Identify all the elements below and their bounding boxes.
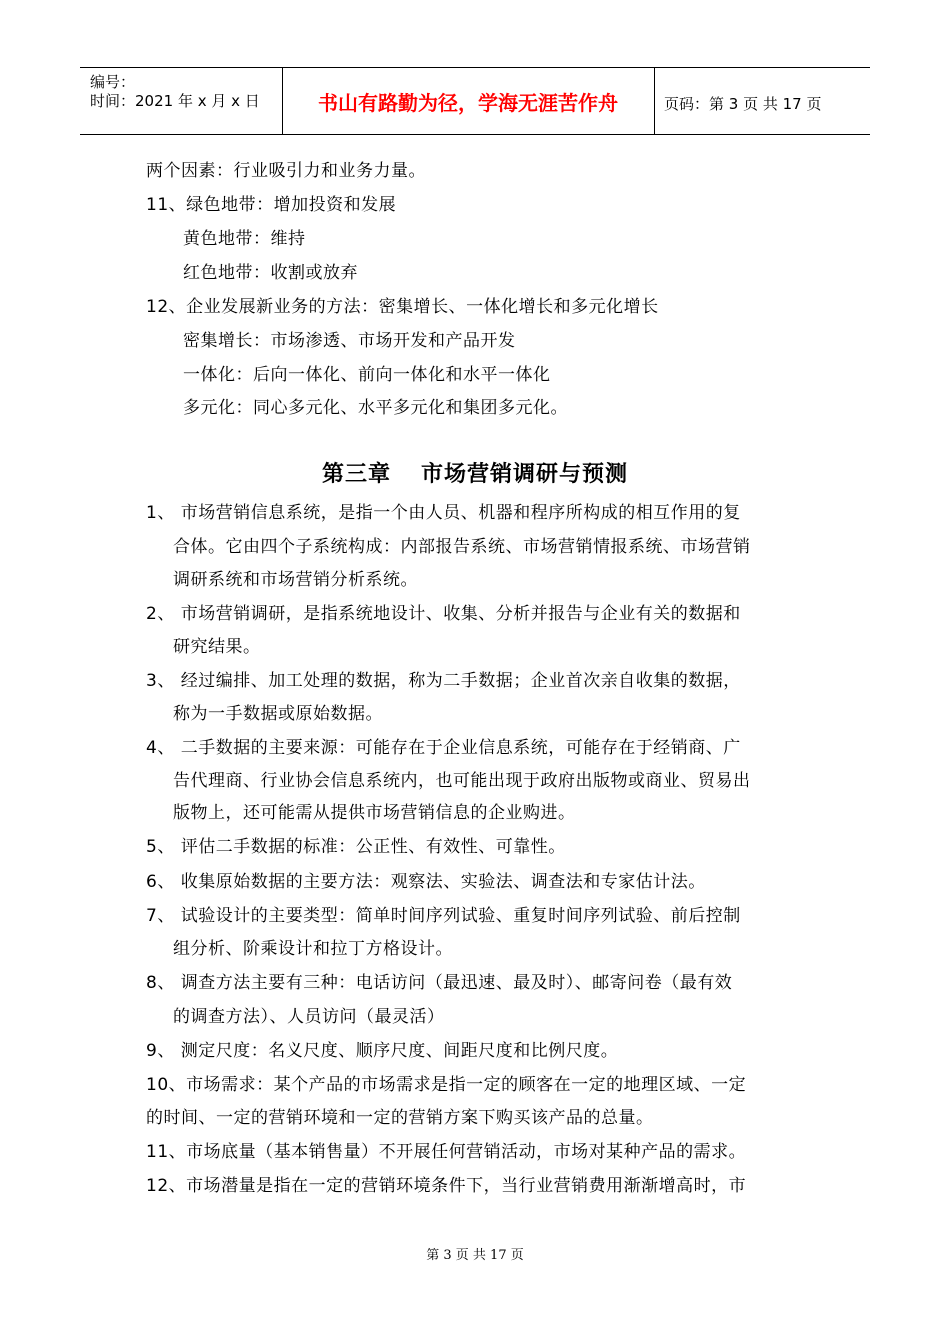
text-line: 黄色地带：维持: [183, 229, 306, 249]
text-line: 调研系统和市场营销分析系统。: [173, 570, 418, 590]
header-motto-cell: [282, 68, 655, 134]
text-line: 12、企业发展新业务的方法：密集增长、一体化增长和多元化增长: [146, 297, 659, 317]
text-line: 5、 评估二手数据的标准：公正性、有效性、可靠性。: [146, 837, 566, 857]
text-line: 2、 市场营销调研，是指系统地设计、收集、分析并报告与企业有关的数据和: [146, 604, 741, 624]
text-line: 合体。它由四个子系统构成：内部报告系统、市场营销情报系统、市场营销: [173, 537, 751, 557]
text-line: 红色地带：收割或放弃: [183, 263, 358, 283]
text-line: 3、 经过编排、加工处理的数据，称为二手数据；企业首次亲自收集的数据，: [146, 671, 741, 691]
page-footer: 第 3 页 共 17 页: [426, 1248, 524, 1263]
text-line: 两个因素：行业吸引力和业务力量。: [146, 161, 426, 181]
text-line: 12、市场潜量是指在一定的营销环境条件下，当行业营销费用渐渐增高时，市: [146, 1176, 747, 1196]
motto-text: 书山有路勤为径，学海无涯苦作舟: [318, 91, 618, 115]
text-line: 组分析、阶乘设计和拉丁方格设计。: [173, 939, 453, 959]
header-meta-cell: [80, 68, 283, 134]
chapter-number: 第三章: [321, 462, 391, 487]
text-line: 研究结果。: [173, 637, 261, 657]
page-number-info: 页码：第 3 页 共 17 页: [664, 95, 822, 113]
text-line: 版物上，还可能需从提供市场营销信息的企业购进。: [173, 803, 576, 823]
text-line: 8、 调查方法主要有三种：电话访问（最迅速、最及时）、邮寄问卷（最有效: [146, 973, 733, 993]
text-line: 一体化：后向一体化、前向一体化和水平一体化: [183, 365, 551, 385]
text-line: 告代理商、行业协会信息系统内，也可能出现于政府出版物或商业、贸易出: [173, 771, 751, 791]
header-page-cell: [654, 68, 870, 134]
text-line: 称为一手数据或原始数据。: [173, 704, 383, 724]
text-line: 11、市场底量（基本销售量）不开展任何营销活动，市场对某种产品的需求。: [146, 1142, 747, 1162]
text-line: 6、 收集原始数据的主要方法：观察法、实验法、调查法和专家估计法。: [146, 872, 706, 892]
text-line: 4、 二手数据的主要来源：可能存在于企业信息系统，可能存在于经销商、广: [146, 738, 741, 758]
page-header: [80, 67, 870, 135]
document-date-label: 时间：2021 年 x 月 x 日: [90, 92, 260, 110]
text-line: 9、 测定尺度：名义尺度、顺序尺度、间距尺度和比例尺度。: [146, 1041, 619, 1061]
text-line: 1、 市场营销信息系统，是指一个由人员、机器和程序所构成的相互作用的复: [146, 503, 741, 523]
text-line: 的调查方法）、人员访问（最灵活）: [173, 1007, 445, 1027]
text-line: 多元化：同心多元化、水平多元化和集团多元化。: [183, 398, 568, 418]
chapter-title: 市场营销调研与预测: [421, 462, 629, 487]
text-line: 的时间、一定的营销环境和一定的营销方案下购买该产品的总量。: [146, 1108, 654, 1128]
text-line: 7、 试验设计的主要类型：简单时间序列试验、重复时间序列试验、前后控制: [146, 906, 741, 926]
document-number-label: 编号：: [90, 73, 136, 91]
text-line: 密集增长：市场渗透、市场开发和产品开发: [183, 331, 516, 351]
chapter-heading: [0, 461, 950, 489]
text-line: 11、绿色地带：增加投资和发展: [146, 195, 397, 215]
text-line: 10、市场需求：某个产品的市场需求是指一定的顾客在一定的地理区域、一定: [146, 1075, 747, 1095]
